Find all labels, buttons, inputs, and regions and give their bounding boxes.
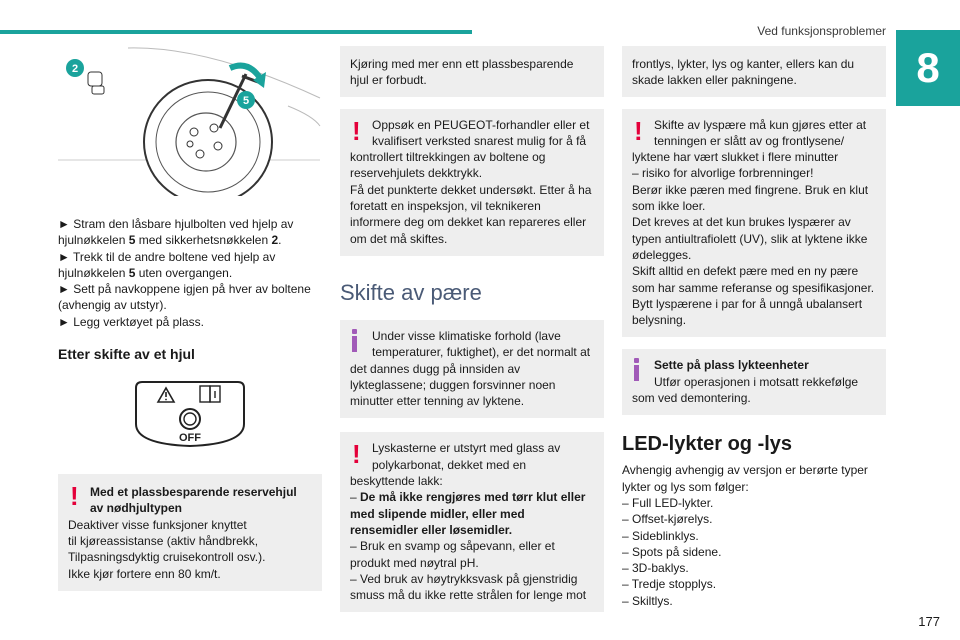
warning-icon: ! — [634, 115, 643, 146]
list-item: – Sideblinklys. — [622, 528, 699, 543]
column-3 — [622, 46, 886, 609]
warning-bulb-heat: ! Skifte av lyspære må kun gjøres etter at tenningen er slått av og frontlysene/ lyktene har vært slukket i flere minutter – risiko for alvorlige forbrenninger! Berør ikke pæren med fingrene. Bruk en klut som ikke loer. Det kreves at det kun brukes lyspærer av typen antiultrafiolett (UV), slik at lyktene ikke ødelegges. Skift alltid en defekt pære med en ny pære som har samme referanse og spesifikasjoner. Bytt lyspærene i par for å unngå ubalansert belysning. — [622, 109, 886, 338]
warning-polycarbonate: ! Lyskasterne er utstyrt med glass av polykarbonat, dekket med en beskyttende lakk: – De må ikke rengjøres med tørr klut eller med slipende midler, eller med rensemidler eller løsemidler. – Bruk en svamp og såpevann, eller et produkt med nøytral pH. – Ved bruk av høytrykksvask på gjenstridig smuss må du ikke rette strålen for lenge mot — [340, 432, 604, 612]
step-3: ► Sett på navkoppene igjen på hver av boltene (avhengig av utstyr). — [58, 282, 311, 313]
page-number: 177 — [918, 614, 940, 629]
heading-after-wheel-change: Etter skifte av et hjul — [58, 346, 195, 363]
wheel-figure — [58, 46, 322, 196]
list-item: – Offset-kjørelys. — [622, 512, 713, 527]
heading-bulb-change: Skifte av pære — [340, 279, 482, 305]
led-intro: Avhengig avhengig av versjon er berørte typer lykter og lys som følger: — [622, 463, 868, 494]
header-accent-bar — [0, 30, 472, 34]
info-condensation: Under visse klimatiske forhold (lave temperaturer, fuktighet), er det normalt at det dannes dugg på innsiden av lykteglassene; duggen forsvinner noen minutter etter tenning av lyktene. — [340, 320, 604, 418]
list-item: – Spots på sidene. — [622, 544, 722, 559]
note-spare-wheels: Kjøring med mer enn ett plassbesparende hjul er forbudt. — [340, 46, 604, 97]
info-icon — [634, 358, 644, 388]
warning-icon: ! — [352, 439, 361, 470]
list-item: – Skiltlys. — [622, 593, 673, 608]
driver-assist-off-icon — [132, 380, 248, 448]
warning-icon: ! — [352, 115, 361, 146]
info-icon — [352, 329, 362, 359]
warning-title: Med et plassbesparende reservehjul av nødhjultypen — [90, 485, 297, 516]
section-title: Ved funksjonsproblemer — [757, 24, 886, 38]
column-2 — [340, 46, 604, 612]
wheel-illustration — [58, 46, 322, 196]
list-item: – Tredje stopplys. — [622, 577, 717, 592]
note-headlamps: frontlys, lykter, lys og kanter, ellers kan du skade lakken eller pakningene. — [622, 46, 886, 97]
list-item: – 3D-baklys. — [622, 561, 689, 576]
warning-dealer: ! Oppsøk en PEUGEOT-forhandler eller et kvalifisert verksted snarest mulig for å få kontrollert tiltrekkingen av boltene og reservehjulets dekktrykk. Få det punkterte dekket undersøkt. Etter å ha foretatt en inspeksjon, vil teknikeren informere deg om dekket kan repareres eller om det må skiftes. — [340, 109, 604, 256]
off-label: OFF — [179, 432, 201, 445]
heading-led: LED-lykter og -lys — [622, 433, 793, 456]
warning-icon: ! — [70, 481, 79, 512]
warning-spare-wheel: ! Med et plassbesparende reservehjul av nødhjultypen Deaktiver visse funksjoner knyttet til kjøreassistanse (aktiv håndbrekk, Tilpasningsdyktig cruisekontroll osv.). Ikke kjør fortere enn 80 km/t. — [58, 474, 322, 591]
dashboard-figure — [58, 380, 322, 448]
info-refit: Sette på plass lykteenheter Utfør operasjonen i motsatt rekkefølge som ved demontering. — [622, 349, 886, 415]
callout-5: 5 — [242, 95, 250, 107]
step-1: ► Stram den låsbare hjulbolten ved hjelp av hjulnøkkelen 5 med sikkerhetsnøkkelen 2. — [58, 217, 294, 248]
step-4: ► Legg verktøyet på plass. — [58, 314, 204, 329]
step-2: ► Trekk til de andre boltene ved hjelp av hjulnøkkelen 5 uten overgangen. — [58, 249, 276, 280]
chapter-tab: 8 — [896, 30, 960, 106]
steps-list — [58, 216, 322, 330]
column-1 — [58, 46, 322, 591]
list-item: – Full LED-lykter. — [622, 495, 714, 510]
callout-2: 2 — [71, 63, 79, 75]
led-list — [622, 495, 886, 609]
